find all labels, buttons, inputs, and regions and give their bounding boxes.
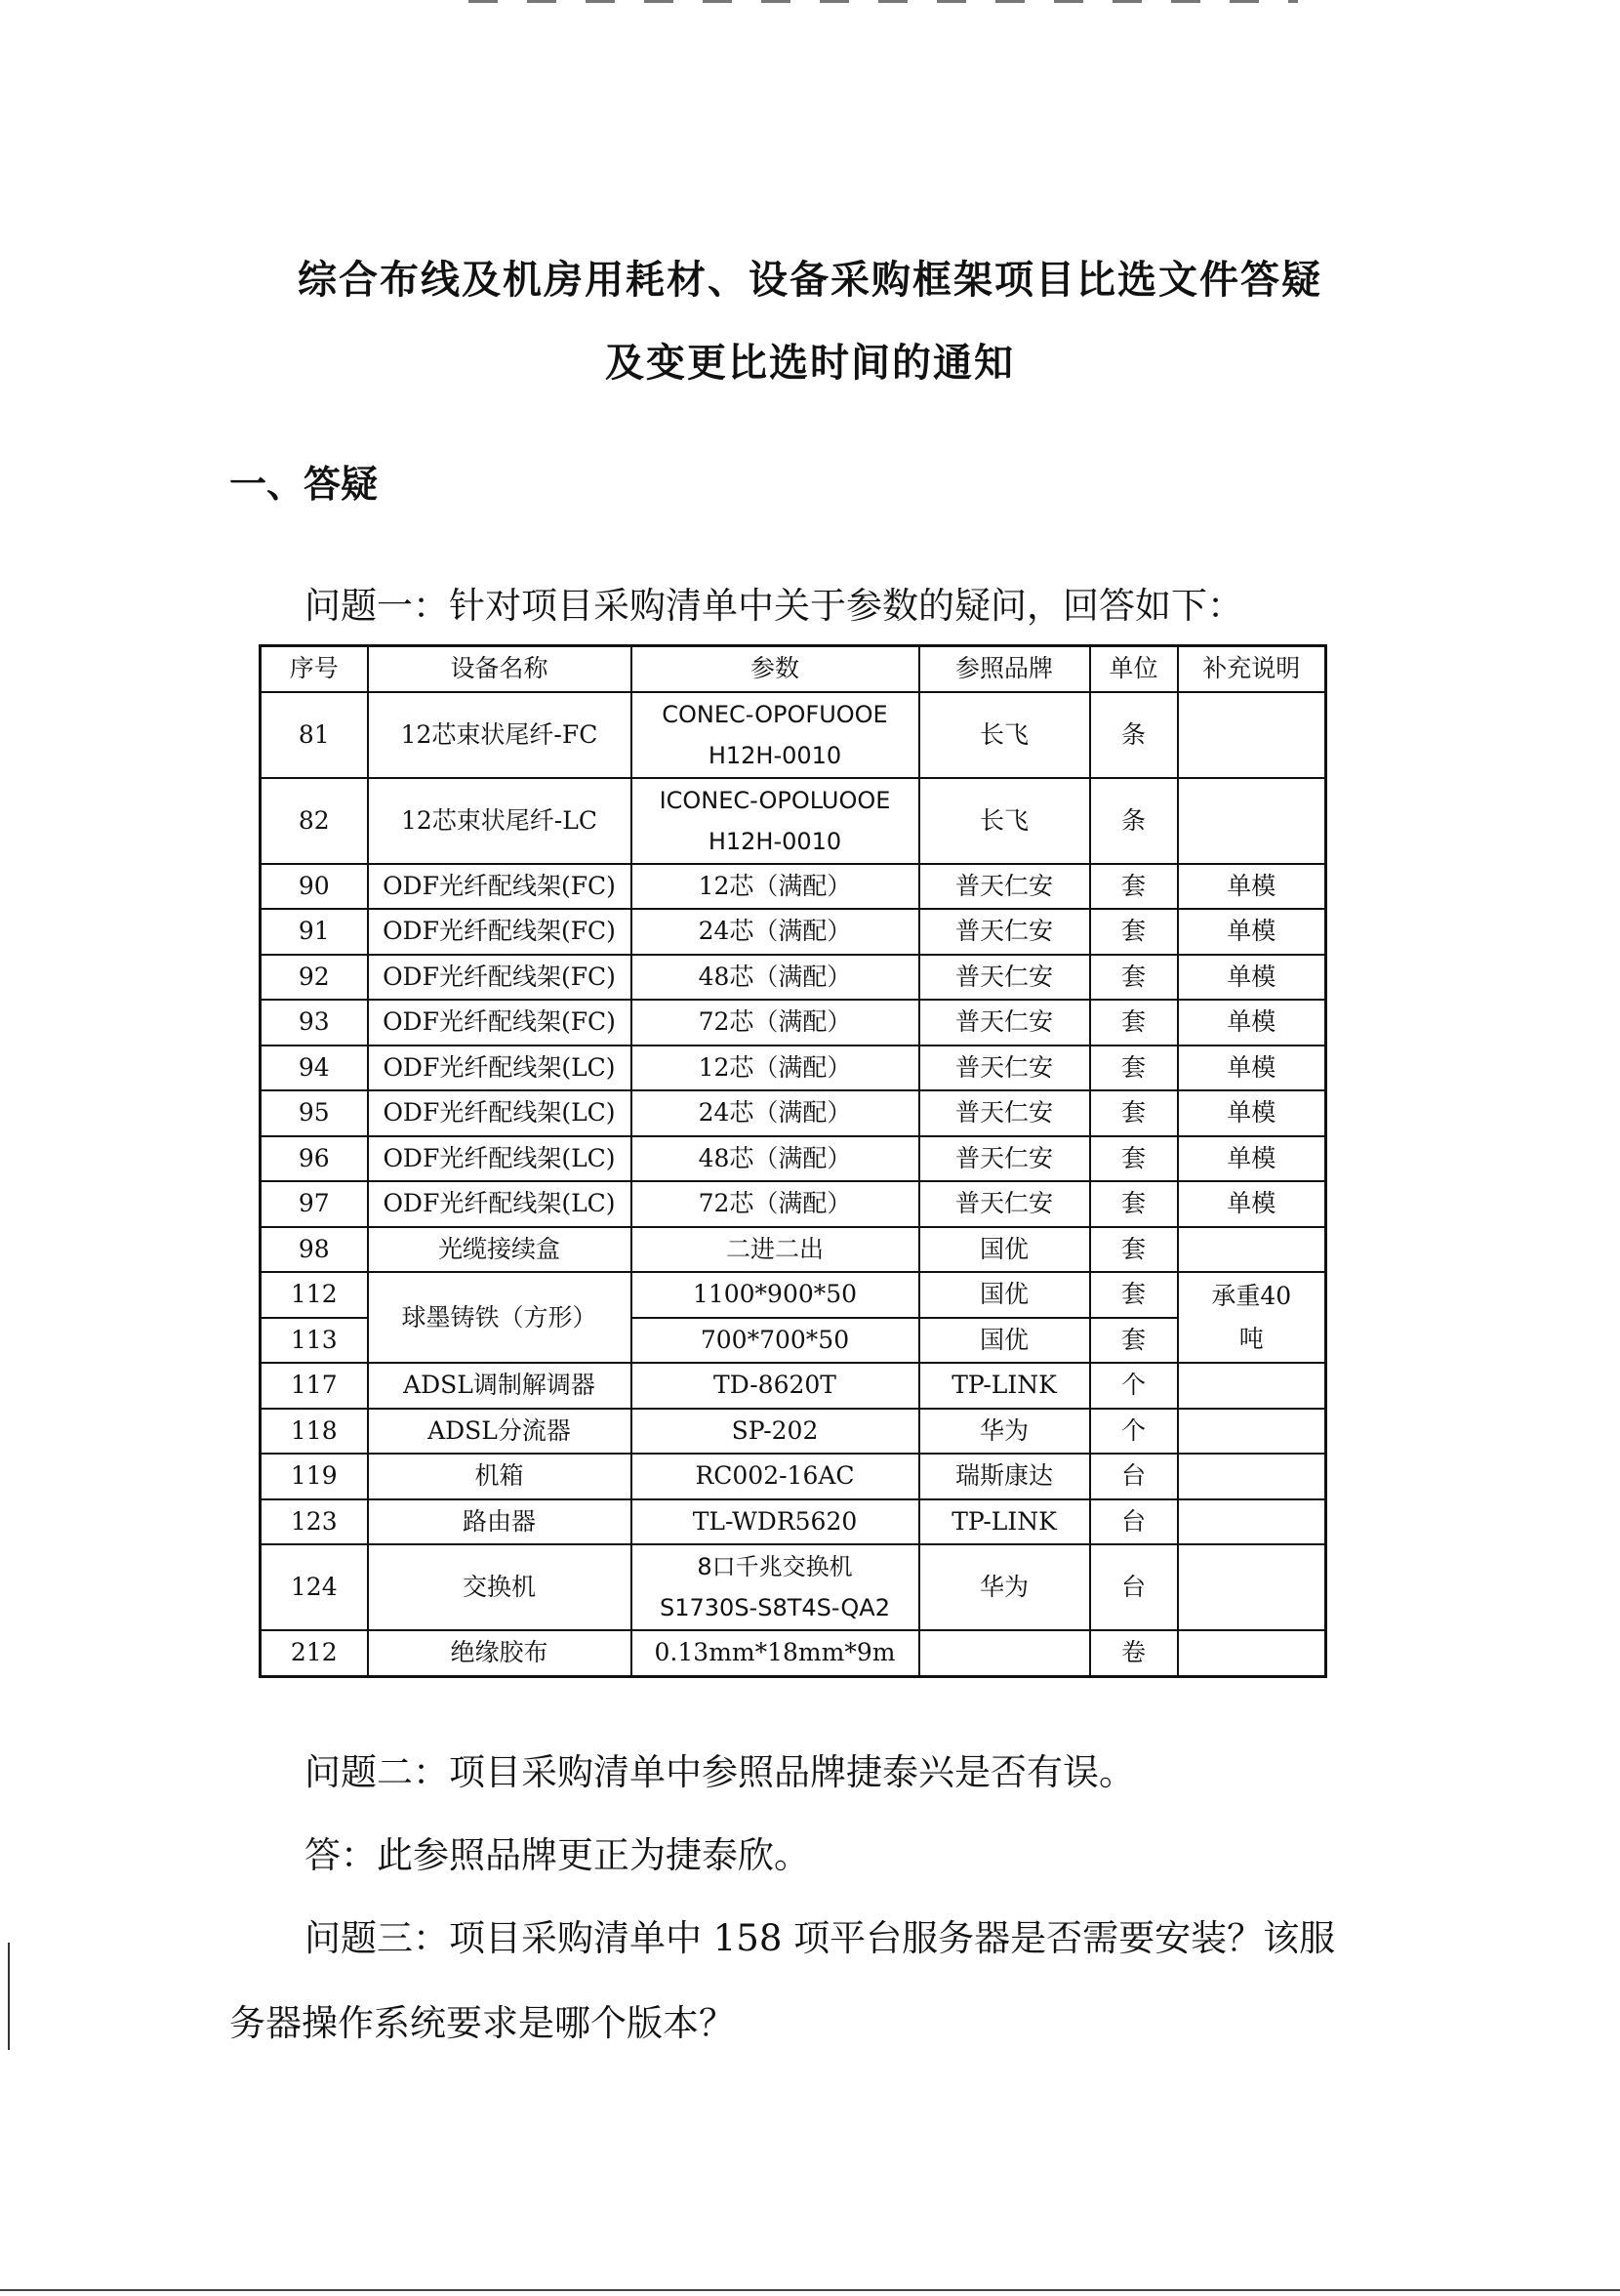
- cell-note: 单模: [1178, 1046, 1326, 1091]
- cell-name: ODF光纤配线架(LC): [368, 1090, 631, 1136]
- cell-note: [1178, 1499, 1326, 1545]
- cell-no: 212: [261, 1630, 368, 1676]
- cell-unit: 套: [1090, 1318, 1178, 1364]
- cell-name: ODF光纤配线架(LC): [368, 1136, 631, 1182]
- cell-no: 92: [261, 955, 368, 1001]
- cell-unit: 套: [1090, 1136, 1178, 1182]
- cell-param-line1: CONEC-OPOFUOOE: [662, 700, 888, 728]
- table-row: [261, 1046, 1326, 1091]
- header-unit: 单位: [1090, 646, 1178, 692]
- table-row: [261, 1544, 1326, 1630]
- procurement-table: [259, 644, 1327, 1678]
- cell-param: SP-202: [631, 1409, 919, 1455]
- cell-param-line1: 8口千兆交换机: [697, 1553, 853, 1580]
- question-2: 问题二：项目采购清单中参照品牌捷泰兴是否有误。: [304, 1751, 1135, 1793]
- cell-unit: 套: [1090, 909, 1178, 955]
- scan-bottom-edge: [0, 2289, 1620, 2291]
- cell-unit: 套: [1090, 1181, 1178, 1227]
- cell-no: 118: [261, 1409, 368, 1455]
- table-row: [261, 1499, 1326, 1545]
- cell-unit: 套: [1090, 1272, 1178, 1318]
- answer-2: 答：此参照品牌更正为捷泰欣。: [304, 1834, 810, 1876]
- section-heading-qa: 一、答疑: [229, 463, 379, 506]
- table-row: [261, 1409, 1326, 1455]
- cell-no: 81: [261, 692, 368, 778]
- cell-param-line2: H12H-0010: [708, 741, 842, 769]
- cell-brand: 华为: [919, 1544, 1090, 1630]
- cell-no: 97: [261, 1181, 368, 1227]
- cell-unit: 台: [1090, 1454, 1178, 1499]
- table-row: [261, 1090, 1326, 1136]
- cell-param: 48芯（满配）: [631, 955, 919, 1001]
- header-brand: 参照品牌: [919, 646, 1090, 692]
- cell-no: 123: [261, 1499, 368, 1545]
- cell-unit: 个: [1090, 1363, 1178, 1409]
- cell-name: 绝缘胶布: [368, 1630, 631, 1676]
- cell-no: 91: [261, 909, 368, 955]
- table-row: [261, 1227, 1326, 1273]
- table-row: [261, 1136, 1326, 1182]
- cell-unit: 条: [1090, 692, 1178, 778]
- cell-note: [1178, 692, 1326, 778]
- cell-brand: 华为: [919, 1409, 1090, 1455]
- cell-unit: 套: [1090, 955, 1178, 1001]
- cell-note: 单模: [1178, 864, 1326, 910]
- cell-param: 700*700*50: [631, 1318, 919, 1364]
- table-row: [261, 778, 1326, 864]
- cell-param: TD-8620T: [631, 1363, 919, 1409]
- cell-param-line2: S1730S-S8T4S-QA2: [660, 1594, 890, 1621]
- cell-name: 机箱: [368, 1454, 631, 1499]
- cell-unit: 套: [1090, 1000, 1178, 1046]
- cell-name: ODF光纤配线架(FC): [368, 955, 631, 1001]
- table-row: [261, 864, 1326, 910]
- cell-brand: 普天仁安: [919, 864, 1090, 910]
- cell-name: ODF光纤配线架(FC): [368, 1000, 631, 1046]
- cell-no: 112: [261, 1272, 368, 1318]
- cell-unit: 卷: [1090, 1630, 1178, 1676]
- cell-note: 单模: [1178, 909, 1326, 955]
- table-row: [261, 1000, 1326, 1046]
- cell-note: 单模: [1178, 955, 1326, 1001]
- cell-brand: 普天仁安: [919, 1000, 1090, 1046]
- cell-no: 94: [261, 1046, 368, 1091]
- cell-param: 12芯（满配）: [631, 864, 919, 910]
- cell-no: 98: [261, 1227, 368, 1273]
- cell-note: [1178, 1409, 1326, 1455]
- cell-unit: 套: [1090, 1090, 1178, 1136]
- cell-name: 交换机: [368, 1544, 631, 1630]
- cell-brand: 普天仁安: [919, 955, 1090, 1001]
- table-row: [261, 955, 1326, 1001]
- cell-name: 光缆接续盒: [368, 1227, 631, 1273]
- cell-name-merged: 球墨铸铁（方形）: [368, 1272, 631, 1363]
- cell-param: 24芯（满配）: [631, 909, 919, 955]
- header-no: 序号: [261, 646, 368, 692]
- cell-brand: 国优: [919, 1318, 1090, 1364]
- cell-note: [1178, 1544, 1326, 1630]
- title-line-2: 及变更比选时间的通知: [605, 341, 1015, 386]
- cell-name: 路由器: [368, 1499, 631, 1545]
- cell-param: [631, 778, 919, 864]
- table-row: [261, 692, 1326, 778]
- cell-brand: 瑞斯康达: [919, 1454, 1090, 1499]
- cell-unit: 个: [1090, 1409, 1178, 1455]
- cell-no: 90: [261, 864, 368, 910]
- cell-note: [1178, 1454, 1326, 1499]
- table-row: [261, 1630, 1326, 1676]
- cell-param: 二进二出: [631, 1227, 919, 1273]
- cell-param-line1: ICONEC-OPOLUOOE: [659, 786, 891, 814]
- cell-brand: 国优: [919, 1272, 1090, 1318]
- cell-param: [631, 692, 919, 778]
- cell-brand: 普天仁安: [919, 1181, 1090, 1227]
- cell-note: 单模: [1178, 1136, 1326, 1182]
- cell-note-merged-text: 承重40吨: [1211, 1281, 1292, 1353]
- question-3-line-1: 问题三：项目采购清单中 158 项平台服务器是否需要安装？该服: [304, 1917, 1336, 1959]
- cell-note: [1178, 778, 1326, 864]
- table-row: [261, 909, 1326, 955]
- cell-brand: 普天仁安: [919, 1046, 1090, 1091]
- cell-brand: TP-LINK: [919, 1363, 1090, 1409]
- cell-no: 93: [261, 1000, 368, 1046]
- question-1: 问题一：针对项目采购清单中关于参数的疑问，回答如下：: [304, 585, 1243, 627]
- cell-unit: 条: [1090, 778, 1178, 864]
- cell-param: 72芯（满配）: [631, 1000, 919, 1046]
- header-note: 补充说明: [1178, 646, 1326, 692]
- cell-no: 117: [261, 1363, 368, 1409]
- cell-brand: TP-LINK: [919, 1499, 1090, 1545]
- cell-name: ODF光纤配线架(LC): [368, 1046, 631, 1091]
- cell-name: ADSL调制解调器: [368, 1363, 631, 1409]
- cell-unit: 套: [1090, 1046, 1178, 1091]
- cell-note: [1178, 1227, 1326, 1273]
- cell-no: 113: [261, 1318, 368, 1364]
- cell-param: 48芯（满配）: [631, 1136, 919, 1182]
- cell-brand: 长飞: [919, 778, 1090, 864]
- table-row: [261, 1181, 1326, 1227]
- cell-unit: 套: [1090, 1227, 1178, 1273]
- cell-unit: 台: [1090, 1544, 1178, 1630]
- cell-brand: 普天仁安: [919, 1136, 1090, 1182]
- cell-param: RC002-16AC: [631, 1454, 919, 1499]
- table-row: [261, 1454, 1326, 1499]
- cell-param: TL-WDR5620: [631, 1499, 919, 1545]
- cell-no: 95: [261, 1090, 368, 1136]
- cell-param: 1100*900*50: [631, 1272, 919, 1318]
- header-param: 参数: [631, 646, 919, 692]
- scan-artifact-top: [468, 0, 1298, 3]
- cell-name: 12芯束状尾纤-LC: [368, 778, 631, 864]
- cell-no: 119: [261, 1454, 368, 1499]
- cell-brand: 普天仁安: [919, 909, 1090, 955]
- cell-param: 24芯（满配）: [631, 1090, 919, 1136]
- cell-param-line2: H12H-0010: [708, 827, 842, 855]
- cell-unit: 套: [1090, 864, 1178, 910]
- cell-no: 82: [261, 778, 368, 864]
- title-line-1: 综合布线及机房用耗材、设备采购框架项目比选文件答疑: [298, 258, 1322, 303]
- table-row: [261, 1272, 1326, 1318]
- cell-param: 12芯（满配）: [631, 1046, 919, 1091]
- cell-brand: 长飞: [919, 692, 1090, 778]
- cell-name: ODF光纤配线架(FC): [368, 864, 631, 910]
- cell-name: ODF光纤配线架(LC): [368, 1181, 631, 1227]
- cell-note: 单模: [1178, 1181, 1326, 1227]
- table-header-row: [261, 646, 1326, 692]
- cell-note-merged: [1178, 1272, 1326, 1363]
- cell-unit: 台: [1090, 1499, 1178, 1545]
- cell-param: 0.13mm*18mm*9m: [631, 1630, 919, 1676]
- cell-note: [1178, 1630, 1326, 1676]
- cell-brand: [919, 1630, 1090, 1676]
- cell-note: 单模: [1178, 1000, 1326, 1046]
- cell-name: ODF光纤配线架(FC): [368, 909, 631, 955]
- cell-name: ADSL分流器: [368, 1409, 631, 1455]
- header-name: 设备名称: [368, 646, 631, 692]
- cell-note: [1178, 1363, 1326, 1409]
- cell-no: 124: [261, 1544, 368, 1630]
- cell-brand: 国优: [919, 1227, 1090, 1273]
- question-3-line-2: 务器操作系统要求是哪个版本？: [229, 2002, 735, 2044]
- cell-param: 72芯（满配）: [631, 1181, 919, 1227]
- cell-name: 12芯束状尾纤-FC: [368, 692, 631, 778]
- cell-note: 单模: [1178, 1090, 1326, 1136]
- cell-brand: 普天仁安: [919, 1090, 1090, 1136]
- cell-no: 96: [261, 1136, 368, 1182]
- cell-param: [631, 1544, 919, 1630]
- scan-margin-mark: [8, 1943, 10, 2050]
- table-row: [261, 1363, 1326, 1409]
